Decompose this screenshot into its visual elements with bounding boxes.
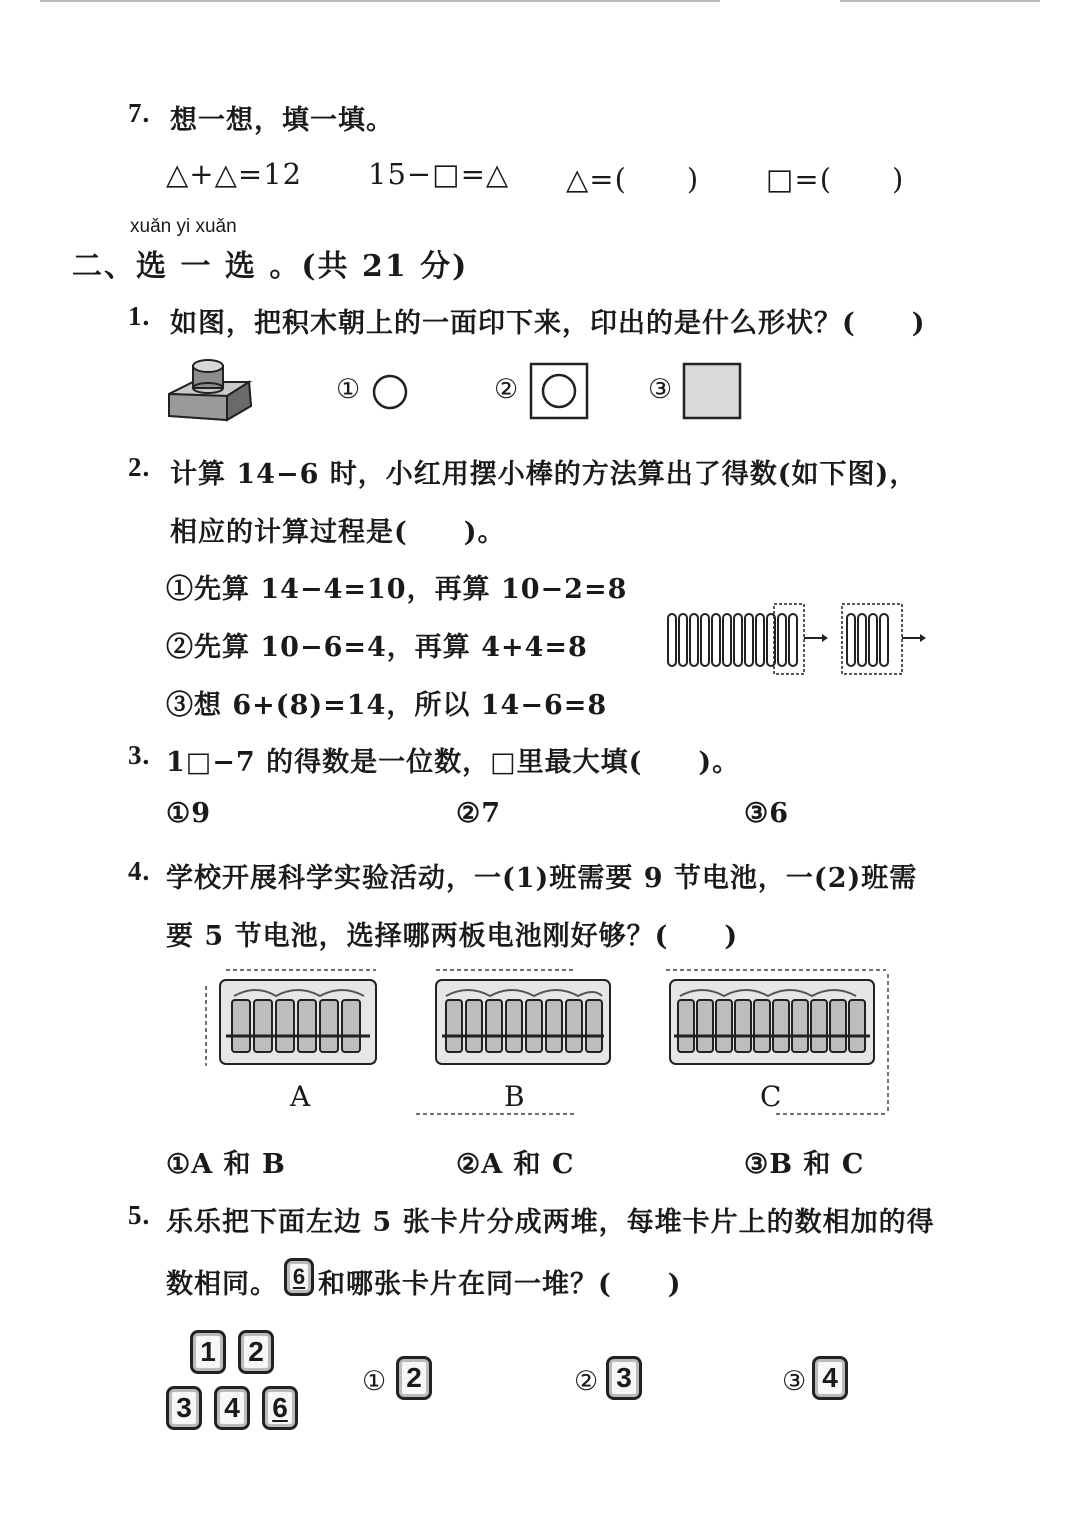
- q2-option-2[interactable]: ②先算 10−6=4，再算 4+4=8: [166, 632, 588, 663]
- q5-option-1-label[interactable]: ①: [362, 1366, 388, 1397]
- q7-number: 7.: [128, 98, 151, 128]
- q7-answer-triangle[interactable]: △=( ): [566, 162, 700, 196]
- q4-prompt: 学校开展科学实验活动，一(1)班需要 9 节电池，一(2)班需: [166, 863, 918, 894]
- q4-prompt-2: 要 5 节电池，选择哪两板电池刚好够？( ): [166, 921, 739, 952]
- number-card-1: 1: [190, 1330, 226, 1374]
- number-card-2: 2: [238, 1330, 274, 1374]
- q5-option-2-label[interactable]: ②: [574, 1366, 600, 1397]
- number-card-6: 6: [262, 1386, 298, 1430]
- pack-c-label: C: [760, 1080, 783, 1113]
- filled-square-shape-icon: [682, 362, 742, 420]
- q2-number: 2.: [128, 452, 151, 482]
- pack-a-label: A: [290, 1080, 312, 1113]
- sticks-figure: [664, 602, 934, 678]
- q1-option-1-label[interactable]: ①: [336, 374, 362, 405]
- q2-option-3[interactable]: ③想 6+(8)=14，所以 14−6=8: [166, 690, 608, 721]
- q7-equation-1: △+△=12: [166, 157, 303, 191]
- number-card-3: 3: [166, 1386, 202, 1430]
- pack-b-label: B: [504, 1080, 526, 1113]
- q1-number: 1.: [128, 301, 151, 331]
- q7-answer-square[interactable]: □=( ): [766, 162, 905, 196]
- q5-prompt-2a: 数相同。: [166, 1269, 278, 1300]
- top-rule: [40, 0, 720, 2]
- circle-in-square-shape-icon: [529, 362, 589, 420]
- q3-prompt: 1□−7 的得数是一位数，□里最大填( )。: [166, 747, 741, 778]
- q5-number: 5.: [128, 1200, 151, 1230]
- block-figure: [165, 358, 257, 426]
- circle-shape-icon: [370, 372, 410, 412]
- q4-number: 4.: [128, 856, 151, 886]
- section-pinyin: xuǎn yi xuǎn: [130, 216, 237, 237]
- q5-option-3-card[interactable]: 4: [812, 1356, 848, 1400]
- q1-prompt: 如图，把积木朝上的一面印下来，印出的是什么形状？( ): [170, 308, 926, 339]
- q4-option-3[interactable]: ③B 和 C: [744, 1149, 865, 1180]
- inline-number-card: 6: [284, 1258, 314, 1296]
- q1-option-3-label[interactable]: ③: [648, 374, 674, 405]
- q1-option-2-label[interactable]: ②: [494, 374, 520, 405]
- battery-pack-b[interactable]: [436, 980, 610, 1064]
- q5-prompt: 乐乐把下面左边 5 张卡片分成两堆，每堆卡片上的数相加的得: [166, 1207, 935, 1238]
- q3-number: 3.: [128, 740, 151, 770]
- q7-prompt: 想一想，填一填。: [170, 105, 394, 136]
- q2-prompt: 计算 14−6 时，小红用摆小棒的方法算出了得数(如下图)，: [170, 459, 918, 490]
- q3-option-1[interactable]: ①9: [166, 798, 211, 829]
- q2-prompt-2: 相应的计算过程是( )。: [170, 517, 506, 548]
- q5-option-3-label[interactable]: ③: [782, 1366, 808, 1397]
- q4-option-2[interactable]: ②A 和 C: [456, 1149, 575, 1180]
- battery-pack-a[interactable]: [220, 980, 376, 1064]
- top-rule-right: [840, 0, 1040, 2]
- q2-option-1[interactable]: ①先算 14−4=10，再算 10−2=8: [166, 574, 628, 605]
- q5-prompt-2b: 和哪张卡片在同一堆？( ): [318, 1269, 682, 1300]
- q7-equation-2: 15−□=△: [368, 157, 510, 191]
- number-card-4: 4: [214, 1386, 250, 1430]
- q5-option-2-card[interactable]: 3: [606, 1356, 642, 1400]
- q5-option-1-card[interactable]: 2: [396, 1356, 432, 1400]
- section-title: 二、选 一 选 。(共 21 分): [72, 249, 469, 284]
- q3-option-3[interactable]: ③6: [744, 798, 789, 829]
- q3-option-2[interactable]: ②7: [456, 798, 501, 829]
- q4-option-1[interactable]: ①A 和 B: [166, 1149, 286, 1180]
- battery-pack-c[interactable]: [670, 980, 874, 1064]
